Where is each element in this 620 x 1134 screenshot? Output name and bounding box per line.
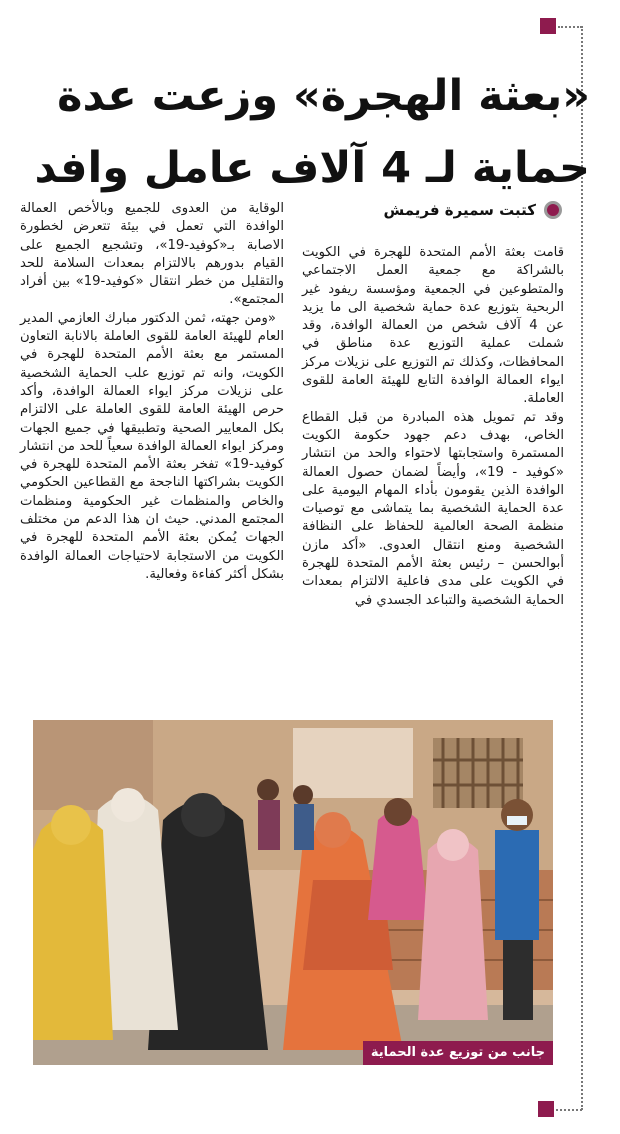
photo-caption: جانب من توزيع عدة الحماية bbox=[363, 1041, 553, 1065]
corner-square-bottom bbox=[538, 1101, 554, 1117]
article-photo bbox=[33, 720, 553, 1065]
dotted-rule-top bbox=[558, 26, 582, 28]
corner-square-top bbox=[540, 18, 556, 34]
article-column-left bbox=[20, 200, 284, 584]
headline-line-1: «بعثة الهجرة» وزعت عدة bbox=[57, 71, 590, 121]
dotted-rule-bottom bbox=[556, 1109, 582, 1111]
byline-bullet-icon bbox=[544, 201, 562, 219]
article-column-right bbox=[302, 244, 564, 610]
byline-text: كتبت سميرة فريمش bbox=[383, 201, 536, 219]
paragraph-left-2: «ومن جهته، ثمن الدكتور مبارك العازمي المدير العام للهيئة العامة للقوى العاملة بالانابة التعاون المستمر مع بعثة الأمم المتحدة للهجرة في الكويت، وانه تم توزيع علب الحماية الشخصية على نزيلات مركز ايواء العمالة الوافدة، وأكد حرص الهيئة العامة للقوى العاملة على الالتزام بكل المعايير الصحية وتطبيقها في جميع الجهات ومركز ايواء العمالة الوافدة سعياً للحد من انتشار كوفيد-19» تفخر بعثة الأمم المتحدة للهجرة في الكويت بشراكتها الناجحة مع القطاعين الحكومي والخاص والمنظمات غير الحكومية ومنظمات المجتمع المدني. حيث ان هذا الدعم من مختلف الجهات يُمكن بعثة الأمم المتحدة للهجرة في الكويت من الاستجابة لاحتياجات العمالة الوافدة بشكل أكثر كفاءة وفعالية. bbox=[20, 310, 284, 582]
paragraph-right-2: وقد تم تمويل هذه المبادرة من قبل القطاع الخاص، بهدف دعم جهود حكومة الكويت المستمرة واستجابتها لاحتواء والحد من انتشار «كوفيد - 19»، وأيضاً لضمان حصول العمالة الوافدة الذين يقومون بأداء المهام اليومية على عدة الحماية الشخصية بما يتماشى مع توصيات منظمة الصحة العالمية للحفاظ على النظافة الشخصية ومنع انتقال العدوى. «أكد مازن أبوالحسن – رئيس بعثة الأمم المتحدة للهجرة في الكويت على مدى فاعلية الالتزام بمعدات الحماية الشخصية والتباعد الجسدي في bbox=[302, 409, 564, 608]
headline bbox=[20, 60, 590, 204]
photo-illustration bbox=[33, 720, 553, 1065]
byline bbox=[300, 198, 562, 222]
paragraph-left-1: الوقاية من العدوى للجميع وبالأخص العمالة الوافدة التي تعمل في بيئة تتعرض لخطورة الاصابة بـ«كوفيد-19»، وتشجيع الجميع على القيام بدورهم بالالتزام بمعدات السلامة للحد والتقليل من خطر انتقال «كوفيد-19» بين أفراد المجتمع». bbox=[20, 201, 284, 308]
paragraph-right-1: قامت بعثة الأمم المتحدة للهجرة في الكويت بالشراكة مع جمعية العمل الاجتماعي والمتطوعين في الجمعية ومؤسسة ريفود غير الربحية بتوزيع عدة حماية شخصية الى ما يزيد عن 4 آلاف شخص من العمالة الوافدة، وقد شملت عملية التوزيع عدة مناطق في المحافظات، وكذلك تم التوزيع على نزيلات مركز ايواء العمالة الوافدة التابع للهيئة العامة للقوى العاملة. bbox=[302, 245, 564, 407]
headline-line-2: حماية لـ 4 آلاف عامل وافد bbox=[34, 143, 590, 193]
